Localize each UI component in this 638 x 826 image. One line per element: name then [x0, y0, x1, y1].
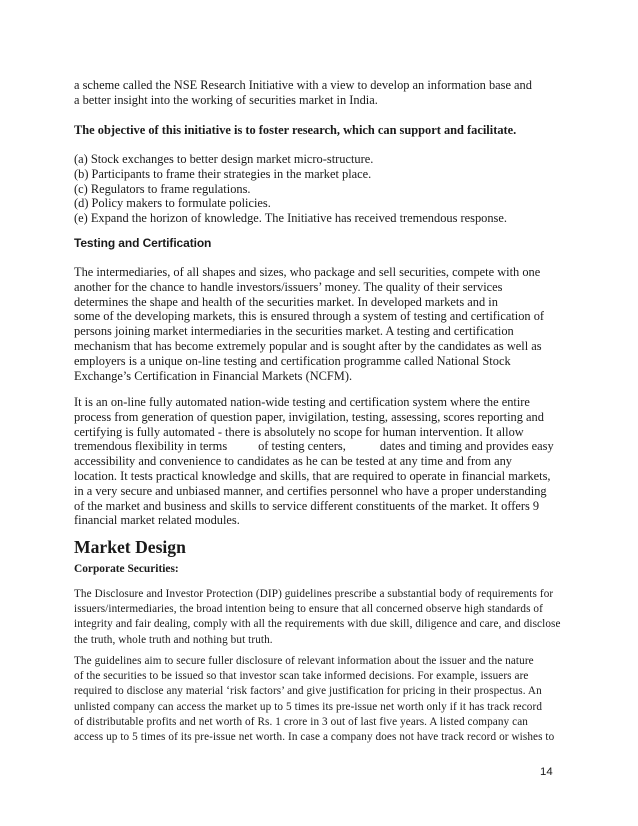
paragraph-line: unlisted company can access the market up to 5 times its pre-issue net worth only if it has track record: [74, 700, 543, 713]
paragraph-line: of distributable profits and net worth of Rs. 1 crore in 3 out of last five years. A listed company can: [74, 715, 528, 728]
testing-paragraph-1: [74, 265, 564, 383]
list-item: (e) Expand the horizon of knowledge. The Initiative has received tremendous response.: [74, 211, 507, 226]
paragraph-line: tremendous flexibility in terms of testing centers, dates and timing and provides easy: [74, 439, 554, 454]
paragraph-line: required to disclose any material ‘risk factors’ and give justification for pricing in their prospectus. An: [74, 685, 542, 698]
paragraph-line: mechanism that has become extremely popular and is sought after by the candidates as well as: [74, 338, 542, 353]
market-design-heading: Market Design: [74, 537, 186, 557]
paragraph-line: the truth, whole truth and nothing but truth.: [74, 633, 273, 646]
intro-line: a scheme called the NSE Research Initiative with a view to develop an information base and: [74, 78, 532, 92]
paragraph-line: location. It tests practical knowledge and skills, that are required to operate in financial markets,: [74, 468, 551, 483]
paragraph-line: integrity and fair dealing, comply with all the requirements with due skill, diligence and care, and disclose: [74, 618, 561, 631]
objectives-list: [74, 152, 564, 226]
corporate-securities-subheading: Corporate Securities:: [74, 563, 179, 575]
testing-paragraph-2: [74, 395, 564, 528]
list-item: (b) Participants to frame their strategies in the market place.: [74, 166, 372, 181]
testing-heading: Testing and Certification: [74, 236, 212, 250]
paragraph-line: in a very secure and unbiased manner, and certifies personnel who have a proper understanding: [74, 483, 547, 498]
paragraph-line: some of the developing markets, this is ensured through a system of testing and certification of: [74, 309, 545, 324]
paragraph-line: The intermediaries, of all shapes and sizes, who package and sell securities, compete with one: [74, 265, 541, 279]
paragraph-line: process from generation of question paper, invigilation, testing, assessing, scores reporting and: [74, 409, 544, 424]
market-design-paragraph-2: [74, 654, 564, 745]
paragraph-line: issuers/intermediaries, the broad intention being to ensure that all concerned observe high standards of: [74, 603, 543, 616]
paragraph-line: Exchange’s Certification in Financial Markets (NCFM).: [74, 368, 353, 383]
paragraph-line: financial market related modules.: [74, 513, 240, 528]
paragraph-line: The Disclosure and Investor Protection (DIP) guidelines prescribe a substantial body of requirements for: [74, 588, 554, 600]
market-design-paragraph-1: [74, 587, 564, 648]
paragraph-line: of the securities to be issued so that investor scan take informed decisions. For example, issuers are: [74, 670, 529, 683]
paragraph-line: another for the chance to handle investors/issuers’ money. The quality of their services: [74, 279, 503, 294]
paragraph-line: of the market and business and skills to service different constituents of the market. It offers 9: [74, 498, 540, 513]
paragraph-line: certifying is fully automated - there is absolutely no scope for human intervention. It allow: [74, 424, 524, 439]
objective-statement: The objective of this initiative is to foster research, which can support and facilitate.: [74, 123, 517, 137]
list-item: (a) Stock exchanges to better design market micro-structure.: [74, 152, 374, 166]
list-item: (d) Policy makers to formulate policies.: [74, 196, 271, 211]
list-item: (c) Regulators to frame regulations.: [74, 181, 251, 196]
paragraph-line: employers is a unique on-line testing and certification programme called National Stock: [74, 353, 511, 368]
intro-line: a better insight into the working of securities market in India.: [74, 92, 378, 107]
paragraph-line: determines the shape and health of the securities market. In developed markets and in: [74, 294, 498, 309]
intro-paragraph: [74, 78, 564, 108]
paragraph-line: The guidelines aim to secure fuller disclosure of relevant information about the issuer and the nature: [74, 655, 534, 667]
paragraph-line: access up to 5 times of its pre-issue net worth. In case a company does not have track record or wishes to: [74, 731, 555, 744]
paragraph-line: accessibility and convenience to candidates as he can be tested at any time and from any: [74, 454, 512, 469]
page-number: 14: [540, 766, 553, 778]
paragraph-line: It is an on-line fully automated nation-wide testing and certification system where the entire: [74, 395, 530, 409]
paragraph-line: persons joining market intermediaries in the securities market. A testing and certification: [74, 324, 514, 339]
